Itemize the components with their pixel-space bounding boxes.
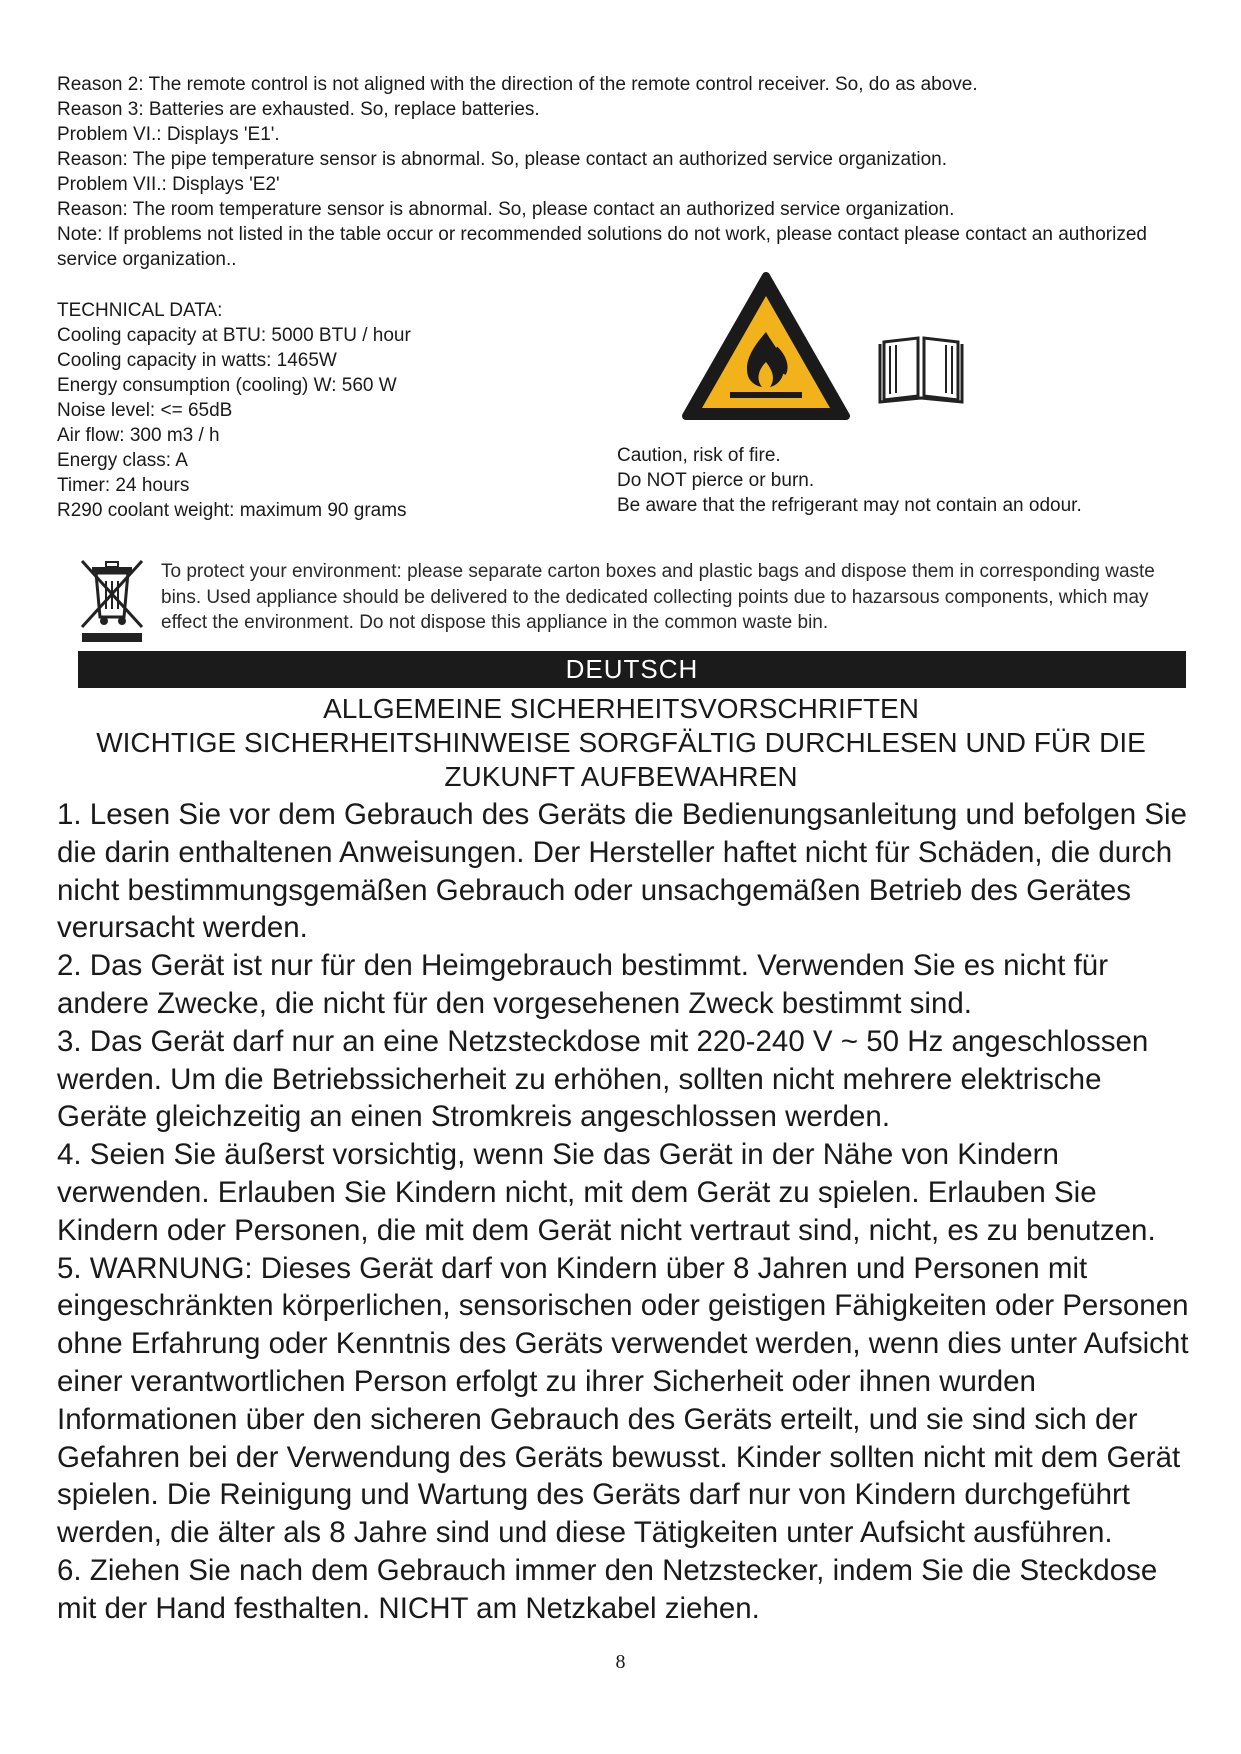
technical-data-line: Timer: 24 hours [57, 475, 190, 496]
safety-item: 4. Seien Sie äußerst vorsichtig, wenn Sie das Gerät in der Nähe von Kindern verwenden. Erlauben Sie Kindern nicht, mit dem Gerät zu spielen. Erlauben Sie Kindern oder Personen, die mit dem Gerät nicht vertraut sind, nicht, es zu benutzen. [57, 1138, 1156, 1247]
troubleshooting-line: Reason 3: Batteries are exhausted. So, replace batteries. [57, 99, 540, 120]
technical-data-line: Cooling capacity in watts: 1465W [57, 350, 337, 371]
technical-data-title: TECHNICAL DATA: [57, 300, 223, 321]
technical-data [57, 298, 617, 523]
troubleshooting-line: Reason: The room temperature sensor is abnormal. So, please contact an authorized service organization. [57, 199, 955, 220]
safety-heading-title: ALLGEMEINE SICHERHEITSVORSCHRIFTEN [323, 693, 919, 724]
troubleshooting-line: Problem VI.: Displays 'E1'. [57, 124, 280, 145]
technical-data-line: Cooling capacity at BTU: 5000 BTU / hour [57, 325, 411, 346]
safety-item: 6. Ziehen Sie nach dem Gebrauch immer den Netzstecker, indem Sie die Steckdose mit der Hand festhalten. NICHT am Netzkabel ziehen. [57, 1553, 1158, 1625]
safety-item: 5. WARNUNG: Dieses Gerät darf von Kindern über 8 Jahren und Personen mit eingeschränkten körperlichen, sensorischen oder geistigen Fähigkeiten oder Personen ohne Erfahrung oder Kenntnis des Geräts verwendet werden, wenn dies unter Aufsicht einer verantwortlichen Person erfolgt zu ihrer Sicherheit oder ihnen wurden Informationen über den sicheren Gebrauch des Geräts erteilt, und sie sind sich der Gefahren bei der Verwendung des Geräts bewusst. Kinder sollten nicht mit dem Gerät spielen. Die Reinigung und Wartung des Geräts darf nur von Kindern durchgeführt werden, die älter als 8 Jahre sind und diese Tätigkeiten unter Aufsicht ausführen. [57, 1251, 1189, 1550]
safety-instructions [57, 796, 1192, 1628]
safety-item: 1. Lesen Sie vor dem Gebrauch des Geräts die Bedienungsanleitung und befolgen Sie die darin enthaltenen Anweisungen. Der Hersteller haftet nicht für Schäden, die durch nicht bestimmungsgemäßen Gebrauch oder unsachgemäßen Betrieb des Gerätes verursacht werden. [57, 798, 1187, 945]
technical-data-line: Energy class: A [57, 450, 188, 471]
caution-line: Be aware that the refrigerant may not contain an odour. [617, 495, 1082, 516]
safety-heading [57, 692, 1185, 794]
technical-data-line: Noise level: <= 65dB [57, 400, 233, 421]
troubleshooting-note: Note: If problems not listed in the table occur or recommended solutions do not work, please contact please contact an authorized service organization.. [57, 224, 1147, 270]
troubleshooting-section [57, 72, 1197, 272]
crossed-bin-icon [78, 555, 146, 645]
warning-icons [680, 270, 980, 430]
fire-warning-icon [680, 270, 852, 425]
troubleshooting-line: Reason: The pipe temperature sensor is abnormal. So, please contact an authorized service organization. [57, 149, 947, 170]
caution-line: Caution, risk of fire. [617, 445, 781, 466]
troubleshooting-line: Reason 2: The remote control is not aligned with the direction of the remote control receiver. So, do as above. [57, 74, 978, 95]
safety-heading-subtitle: WICHTIGE SICHERHEITSHINWEISE SORGFÄLTIG DURCHLESEN UND FÜR DIE ZUKUNFT AUFBEWAHREN [96, 727, 1146, 792]
safety-item: 2. Das Gerät ist nur für den Heimgebrauch bestimmt. Verwenden Sie es nicht für andere Zwecke, die nicht für den vorgesehenen Zweck bestimmt sind. [57, 949, 1109, 1020]
environment-text: To protect your environment: please separate carton boxes and plastic bags and dispose them in corresponding waste bins. Used appliance should be delivered to the dedicated collecting points due to hazarsous components, which may effect the environment. Do not dispose this appliance in the common waste bin. [161, 561, 1155, 633]
environment-notice [78, 555, 1188, 645]
safety-item: 3. Das Gerät darf nur an eine Netzsteckdose mit 220-240 V ~ 50 Hz angeschlossen werden. Um die Betriebssicherheit zu erhöhen, sollten nicht mehrere elektrische Geräte gleichzeitig an einen Stromkreis angeschlossen werden. [57, 1024, 1149, 1134]
page-number: 8 [615, 1651, 626, 1673]
language-section-bar: DEUTSCH [78, 651, 1186, 688]
technical-data-line: R290 coolant weight: maximum 90 grams [57, 500, 407, 521]
caution-text [617, 443, 1177, 518]
caution-line: Do NOT pierce or burn. [617, 470, 815, 491]
technical-data-line: Air flow: 300 m3 / h [57, 425, 220, 446]
troubleshooting-line: Problem VII.: Displays 'E2' [57, 174, 280, 195]
manual-book-icon [878, 330, 964, 404]
technical-data-line: Energy consumption (cooling) W: 560 W [57, 375, 397, 396]
